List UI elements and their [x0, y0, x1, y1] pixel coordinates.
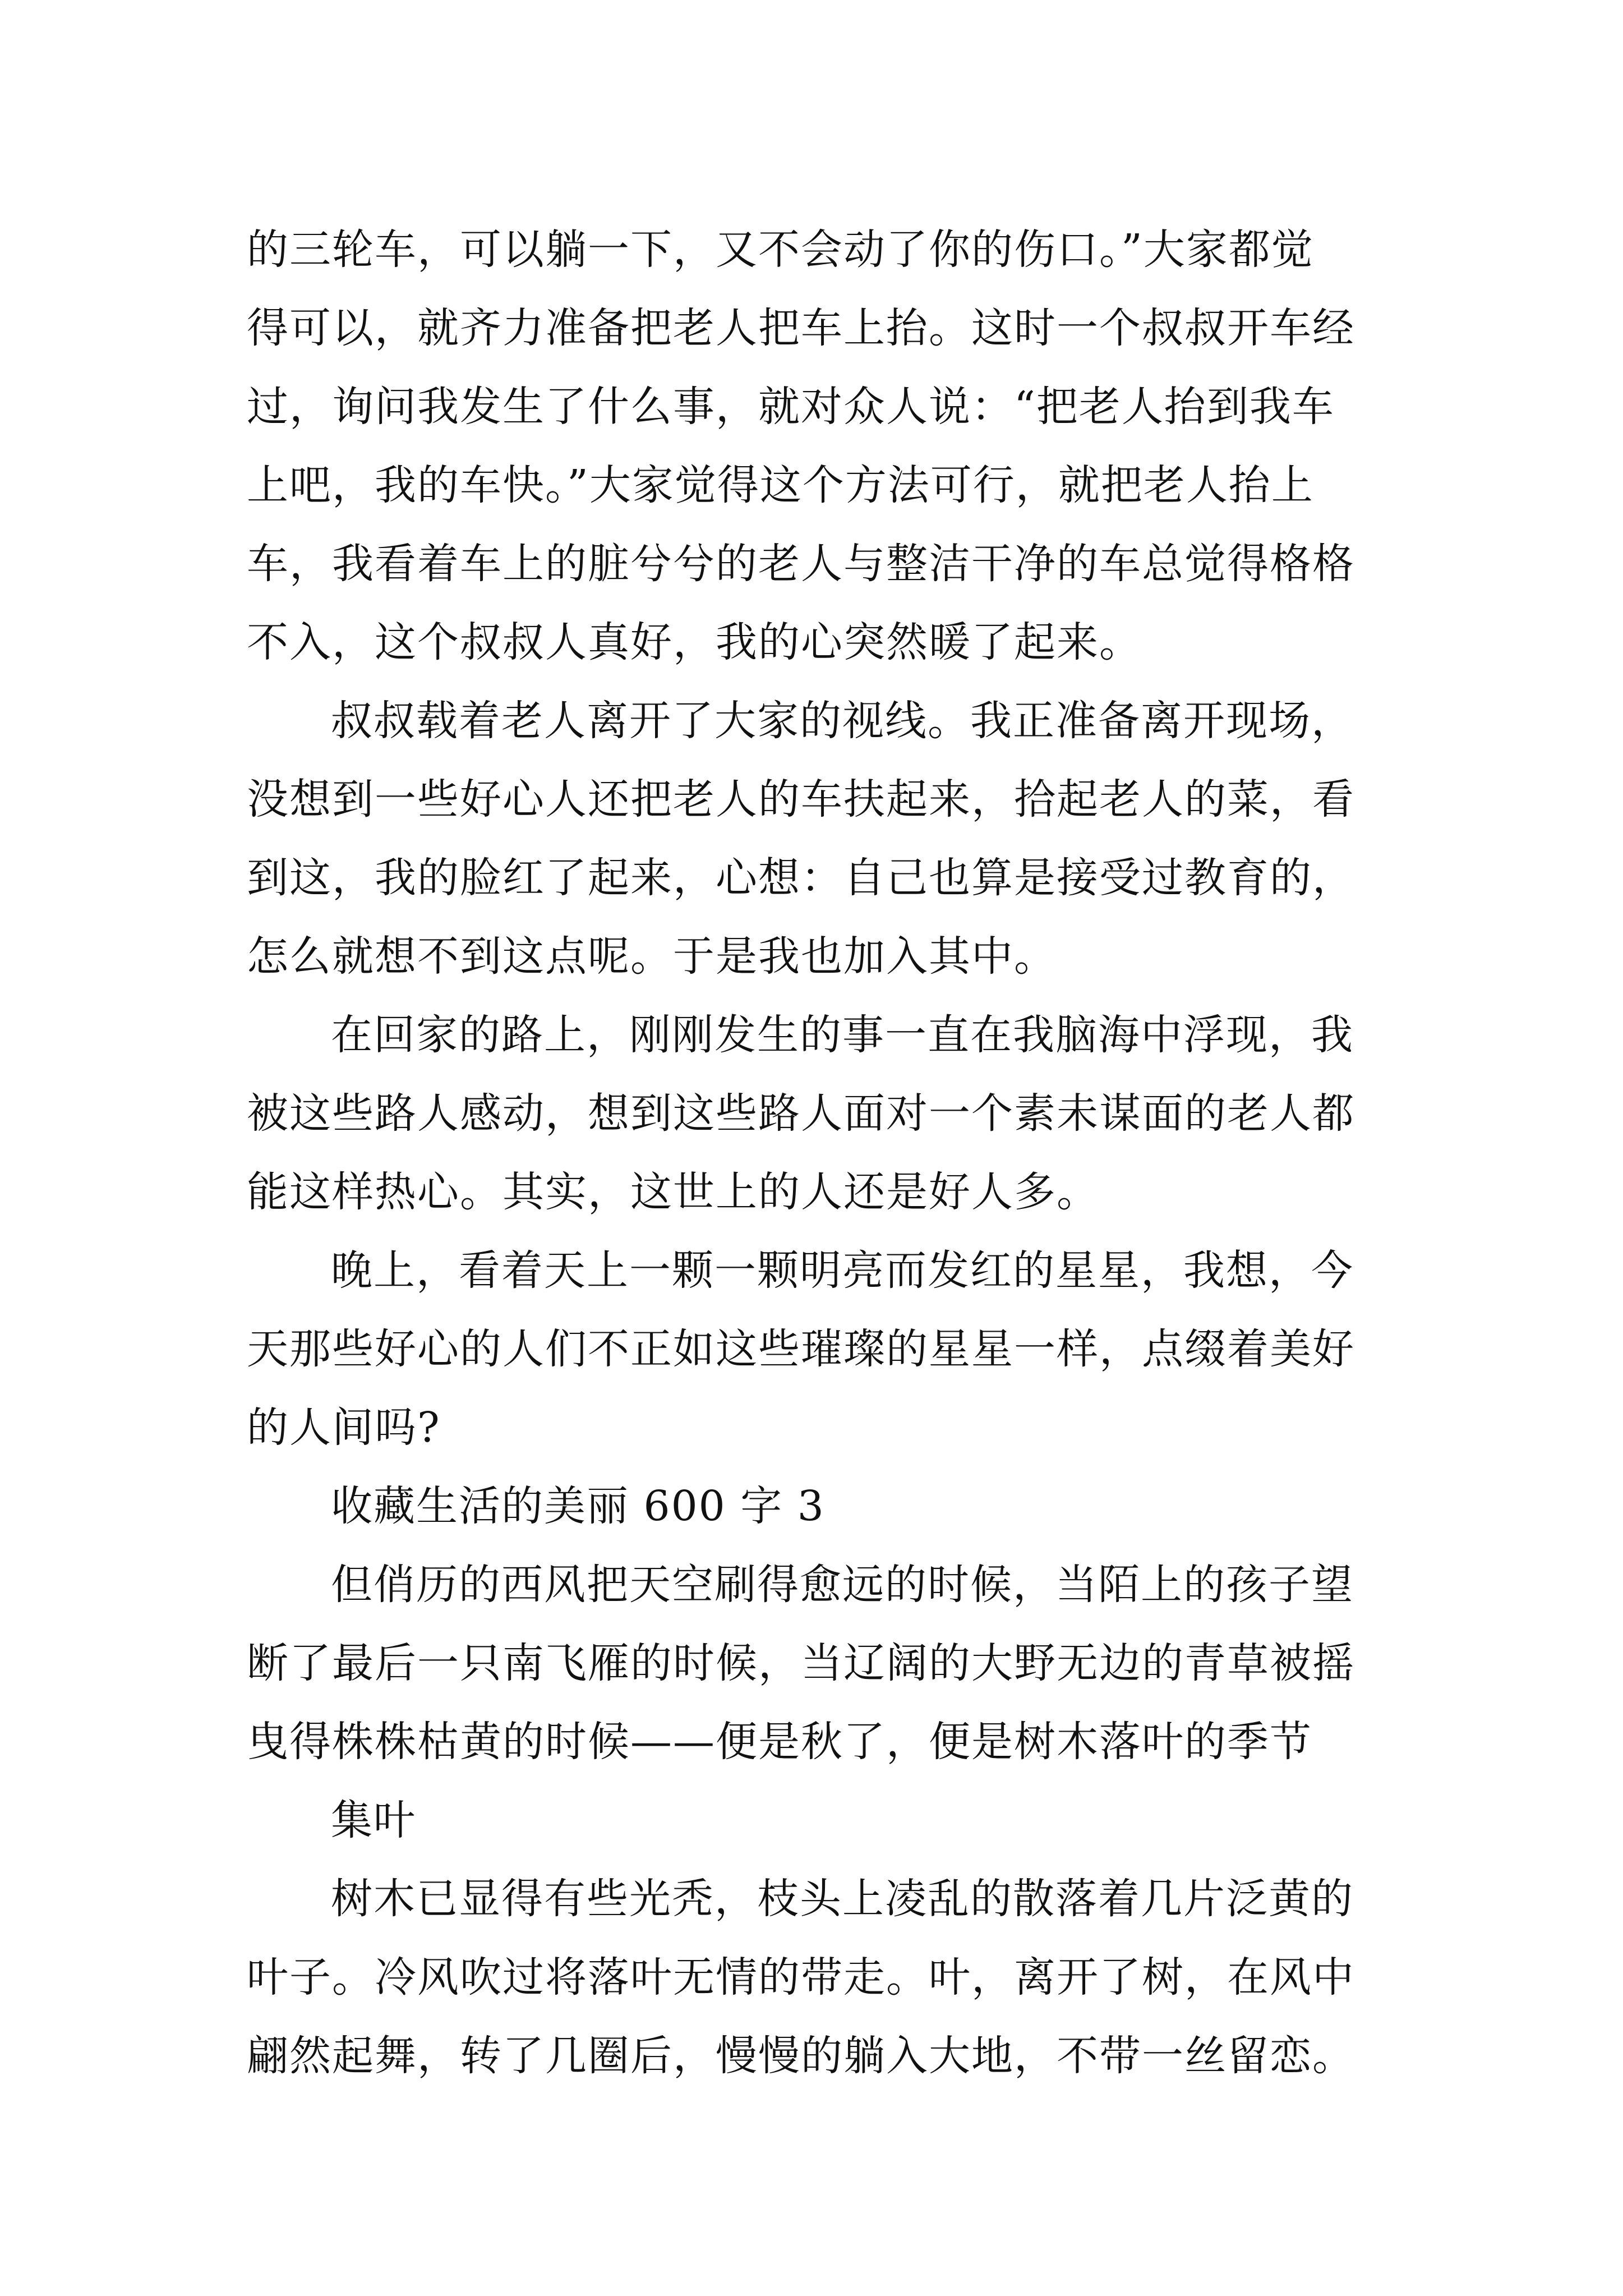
text-line: 被这些路人感动，想到这些路人面对一个素未谋面的老人都 — [247, 1089, 1355, 1138]
document-body — [247, 210, 1402, 2095]
text-line: 收藏生活的美丽 600 字 3 — [331, 1482, 825, 1530]
text-line: 晚上，看着天上一颗一颗明亮而发红的星星，我想，今 — [331, 1246, 1354, 1295]
text-line: 在回家的路上，刚刚发生的事一直在我脑海中浮现，我 — [331, 1011, 1354, 1059]
text-line: 树木已显得有些光秃，枝头上凌乱的散落着几片泛黄的 — [331, 1875, 1354, 1923]
text-line: 天那些好心的人们不正如这些璀璨的星星一样，点缀着美好 — [247, 1325, 1355, 1373]
text-line: 叶子。冷风吹过将落叶无情的带走。叶，离开了树，在风中 — [247, 1953, 1355, 2001]
text-line: 断了最后一只南飞雁的时候，当辽阔的大野无边的青草被摇 — [247, 1639, 1355, 1687]
text-line: 但俏历的西风把天空刷得愈远的时候，当陌上的孩子望 — [331, 1561, 1354, 1609]
text-line: 不入，这个叔叔人真好，我的心突然暖了起来。 — [247, 618, 1142, 666]
text-line: 集叶 — [331, 1796, 416, 1844]
text-line: 的人间吗? — [247, 1404, 441, 1452]
text-line: 没想到一些好心人还把老人的车扶起来，拾起老人的菜，看 — [247, 775, 1355, 823]
text-line: 车，我看着车上的脏兮兮的老人与整洁干净的车总觉得格格 — [247, 540, 1355, 588]
text-line: 能这样热心。其实，这世上的人还是好人多。 — [247, 1168, 1099, 1216]
text-line: 叔叔载着老人离开了大家的视线。我正准备离开现场， — [331, 697, 1354, 745]
text-line: 翩然起舞，转了几圈后，慢慢的躺入大地，不带一丝留恋。 — [247, 2032, 1355, 2080]
text-line: 曳得株株枯黄的时候——便是秋了，便是树木落叶的季节 — [247, 1718, 1312, 1766]
text-line: 上吧，我的车快。”大家觉得这个方法可行，就把老人抬上 — [247, 461, 1314, 509]
text-line: 的三轮车，可以躺一下，又不会动了你的伤口。”大家都觉 — [247, 226, 1314, 274]
text-line: 怎么就想不到这点呢。于是我也加入其中。 — [247, 932, 1057, 981]
text-line: 到这，我的脸红了起来，心想：自己也算是接受过教育的， — [247, 854, 1355, 902]
text-line: 得可以，就齐力准备把老人把车上抬。这时一个叔叔开车经 — [247, 304, 1355, 352]
text-line: 过，询问我发生了什么事，就对众人说：“把老人抬到我车 — [247, 383, 1335, 431]
